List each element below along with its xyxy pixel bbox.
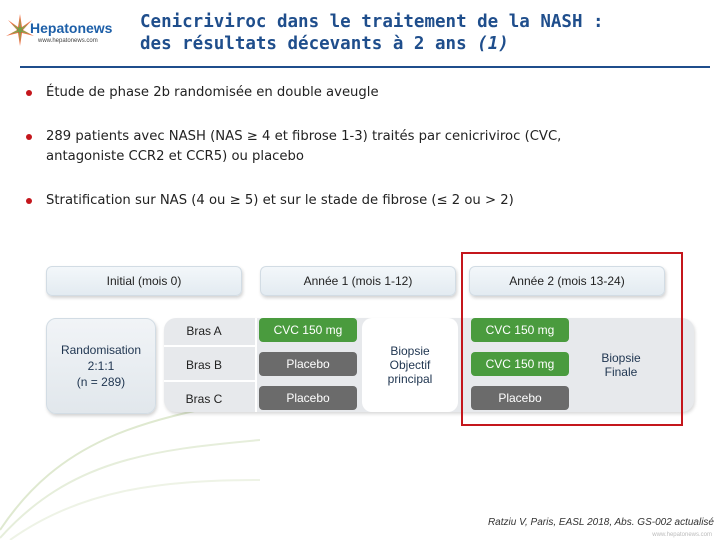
title-divider xyxy=(20,66,710,68)
arm-a-year1-treatment: CVC 150 mg xyxy=(259,318,357,342)
title-main: des résultats décevants à 2 ans xyxy=(140,34,478,54)
header-year2: Année 2 (mois 13-24) xyxy=(469,266,665,296)
reference-citation: Ratziu V, Paris, EASL 2018, Abs. GS-002 actualisé xyxy=(487,517,714,528)
arm-c-year2-treatment: Placebo xyxy=(471,386,569,410)
slide-title-line2 xyxy=(140,34,509,54)
title-reference: (1) xyxy=(477,34,509,54)
bullet-patients xyxy=(26,127,586,167)
footer-url: www.hepatonews.com xyxy=(652,532,712,538)
arm-b-label: Bras B xyxy=(185,358,222,372)
biopsy-label: Finale xyxy=(604,365,638,379)
randomisation-count: (n = 289) xyxy=(76,375,126,389)
biopsy-label: Biopsie xyxy=(601,351,641,365)
logo-url: www.hepatonews.com xyxy=(38,38,98,44)
randomisation-ratio: 2:1:1 xyxy=(87,359,115,373)
biopsy-label: Biopsie xyxy=(390,344,430,358)
logo-text: Hepatonews xyxy=(30,20,113,36)
arm-b-year1-treatment: Placebo xyxy=(259,352,357,376)
bullet-dot-icon xyxy=(26,90,32,96)
header-initial: Initial (mois 0) xyxy=(46,266,242,296)
arm-separator xyxy=(164,345,255,347)
slide-title-line1: Cenicriviroc dans le traitement de la NASH : xyxy=(140,12,604,32)
bullet-dot-icon xyxy=(26,198,32,204)
biopsy-label: principal xyxy=(387,372,433,386)
bullet-text: 289 patients avec NASH (NAS ≥ 4 et fibrose 1-3) traités par cenicriviroc (CVC, antagoniste CCR2 et CCR5) ou placebo xyxy=(46,129,562,164)
arm-column-separator xyxy=(255,318,257,412)
bullet-stratification xyxy=(26,191,696,211)
year2-highlight-frame xyxy=(461,252,683,426)
bullet-dot-icon xyxy=(26,134,32,140)
randomisation-box xyxy=(46,318,156,414)
arm-a-year2-treatment: CVC 150 mg xyxy=(471,318,569,342)
arm-a-label: Bras A xyxy=(186,324,222,338)
biopsy-primary-endpoint xyxy=(362,318,458,412)
arm-separator xyxy=(164,380,255,382)
arm-b-year2-treatment: CVC 150 mg xyxy=(471,352,569,376)
arm-c-year1-treatment: Placebo xyxy=(259,386,357,410)
header-year1: Année 1 (mois 1-12) xyxy=(260,266,456,296)
bullet-text: Étude de phase 2b randomisée en double aveugle xyxy=(46,85,379,100)
bullet-text: Stratification sur NAS (4 ou ≥ 5) et sur le stade de fibrose (≤ 2 ou > 2) xyxy=(46,193,514,208)
arm-c-label: Bras C xyxy=(185,392,223,406)
bullet-study-design xyxy=(26,83,696,103)
randomisation-label: Randomisation xyxy=(60,343,142,357)
biopsy-label: Objectif xyxy=(389,358,431,372)
